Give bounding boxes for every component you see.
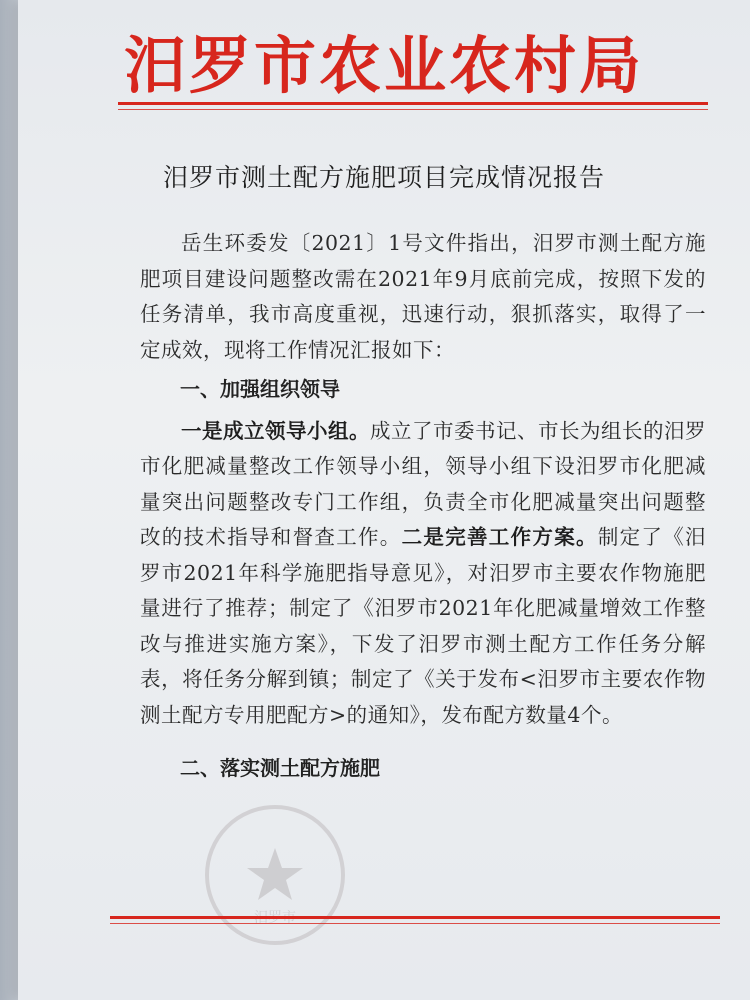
- letterhead-red-rule: [118, 102, 708, 105]
- document-page: [18, 0, 750, 1000]
- document-title: 汨罗市测土配方施肥项目完成情况报告: [162, 163, 605, 192]
- footer-red-rule-thin: [110, 923, 720, 924]
- letterhead-red-rule-thin: [118, 109, 708, 110]
- section-heading-1: 一、加强组织领导: [180, 377, 340, 401]
- section-heading-2: 二、落实测土配方施肥: [180, 756, 380, 780]
- official-seal-stamp: [200, 800, 350, 950]
- document-body: [140, 226, 706, 793]
- section1-text-2: 制定了《汨罗市2021年科学施肥指导意见》，对汨罗市主要农作物施肥量进行了推荐；制定了《汨罗市2021年化肥减量增效工作整改与推进实施方案》，下发了汨罗市测土配方工作任务分解表，将任务分解到镇；制定了《关于发布<汨罗市主要农作物测土配方专用肥配方>的通知》，发布配方数量4个。: [140, 525, 707, 727]
- section1-paragraph: [140, 414, 706, 734]
- footer-red-rule: [110, 916, 720, 919]
- letterhead-org-name: 汨罗市农业农村局: [123, 29, 644, 102]
- intro-paragraph: 岳生环委发〔2021〕1号文件指出，汨罗市测土配方施肥项目建设问题整改需在2021年9月底前完成，按照下发的任务清单，我市高度重视，迅速行动，狠抓落实，取得了一定成效，现将工作情况汇报如下：: [140, 231, 706, 362]
- lead-phrase-1: 一是成立领导小组。: [181, 418, 370, 443]
- lead-phrase-2: 二是完善工作方案。: [401, 525, 598, 549]
- section1-text-1: 成立了市委书记、市长为组长的汨罗市化肥减量整改工作领导小组，领导小组下设汨罗市化肥减量突出问题整改专门工作组，负责全市化肥减量突出问题整改的技术指导和督查工作。: [140, 418, 706, 549]
